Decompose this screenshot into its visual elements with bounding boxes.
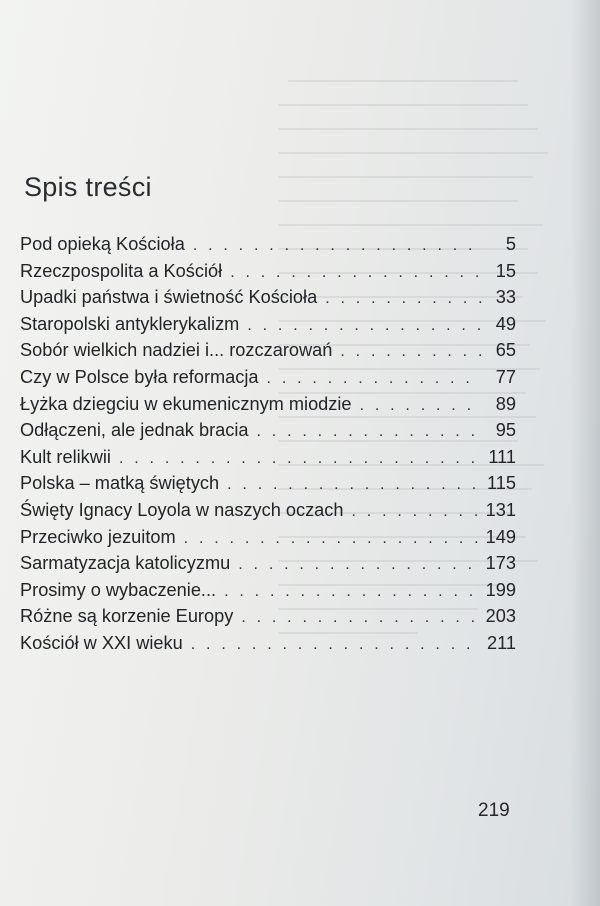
toc-leader-dots [224,583,480,601]
toc-entry-label: Sarmatyzacja katolicyzmu [20,553,231,574]
toc-entry-page: 115 [487,473,516,494]
toc-leader-dots [191,636,481,654]
toc-entry[interactable] [20,394,516,421]
toc-entry[interactable] [20,580,516,607]
toc-entry-label: Polska – matką świętych [20,473,220,494]
toc-entry[interactable] [20,261,516,288]
toc-leader-dots [360,397,482,415]
toc-entry-page: 131 [485,499,516,520]
toc-entry-label: Odłączeni, ale jednak bracia [20,420,249,441]
toc-leader-dots [247,317,482,335]
toc-entry[interactable] [20,606,516,633]
toc-entry[interactable] [20,447,516,474]
toc-entry-label: Łyżka dziegciu w ekumenicznym miodzie [20,393,352,414]
toc-entry-page: 211 [487,632,516,653]
toc-entry[interactable] [20,420,516,447]
toc-entry-label: Sobór wielkich nadziei i... rozczarowań [20,340,333,361]
toc-entry[interactable] [20,500,516,527]
toc-entry[interactable] [20,473,516,500]
toc-entry-label: Przeciwko jezuitom [20,526,176,547]
toc-entry[interactable] [20,234,516,261]
toc-entry-page: 173 [485,553,516,574]
toc-entry[interactable] [20,553,516,580]
toc-entry-page: 203 [485,606,516,627]
toc-entry-page: 111 [488,446,516,467]
toc-entry[interactable] [20,287,516,314]
toc-entry-label: Święty Ignacy Loyola w naszych oczach [20,499,344,520]
toc-entry-label: Czy w Polsce była reformacja [20,366,259,387]
toc-title: Spis treści [24,172,152,202]
toc-entry-page: 95 [495,420,516,441]
toc-entry-label: Kościół w XXI wieku [20,632,183,653]
toc-entry[interactable] [20,340,516,367]
toc-leader-dots [241,609,479,627]
toc-entry-label: Kult relikwii [20,446,111,467]
toc-entry-page: 33 [495,287,516,308]
toc-leader-dots [325,290,482,308]
toc-leader-dots [267,370,482,388]
toc-entry-label: Pod opieką Kościoła [20,234,185,254]
toc-leader-dots [119,450,482,468]
toc-entry-page: 149 [485,526,516,547]
toc-leader-dots [193,237,482,255]
toc-leader-dots [340,343,482,361]
toc-entry[interactable] [20,367,516,394]
toc-entry-label: Staropolski antyklerykalizm [20,313,240,334]
toc-entry-page: 89 [495,393,516,414]
toc-leader-dots [230,264,482,282]
toc-leader-dots [352,503,480,521]
toc-leader-dots [227,476,481,494]
toc-entry-page: 49 [495,313,516,334]
toc-entry[interactable] [20,314,516,341]
toc-entry-label: Różne są korzenie Europy [20,606,234,627]
toc-entry[interactable] [20,633,516,660]
toc-leader-dots [238,556,479,574]
toc-entry-page: 5 [505,234,516,254]
toc-list [20,234,516,660]
toc-leader-dots [184,530,480,548]
toc-leader-dots [257,423,483,441]
toc-entry-page: 199 [485,579,516,600]
toc-entry-label: Upadki państwa i świetność Kościoła [20,287,318,308]
page-edge-shadow [570,0,600,906]
toc-entry[interactable] [20,527,516,554]
toc-entry-page: 15 [495,260,516,281]
toc-entry-page: 65 [495,340,516,361]
toc-entry-label: Prosimy o wybaczenie... [20,579,217,600]
toc-entry-page: 77 [495,366,516,387]
page-number: 219 [478,800,510,821]
toc-entry-label: Rzeczpospolita a Kościół [20,260,223,281]
